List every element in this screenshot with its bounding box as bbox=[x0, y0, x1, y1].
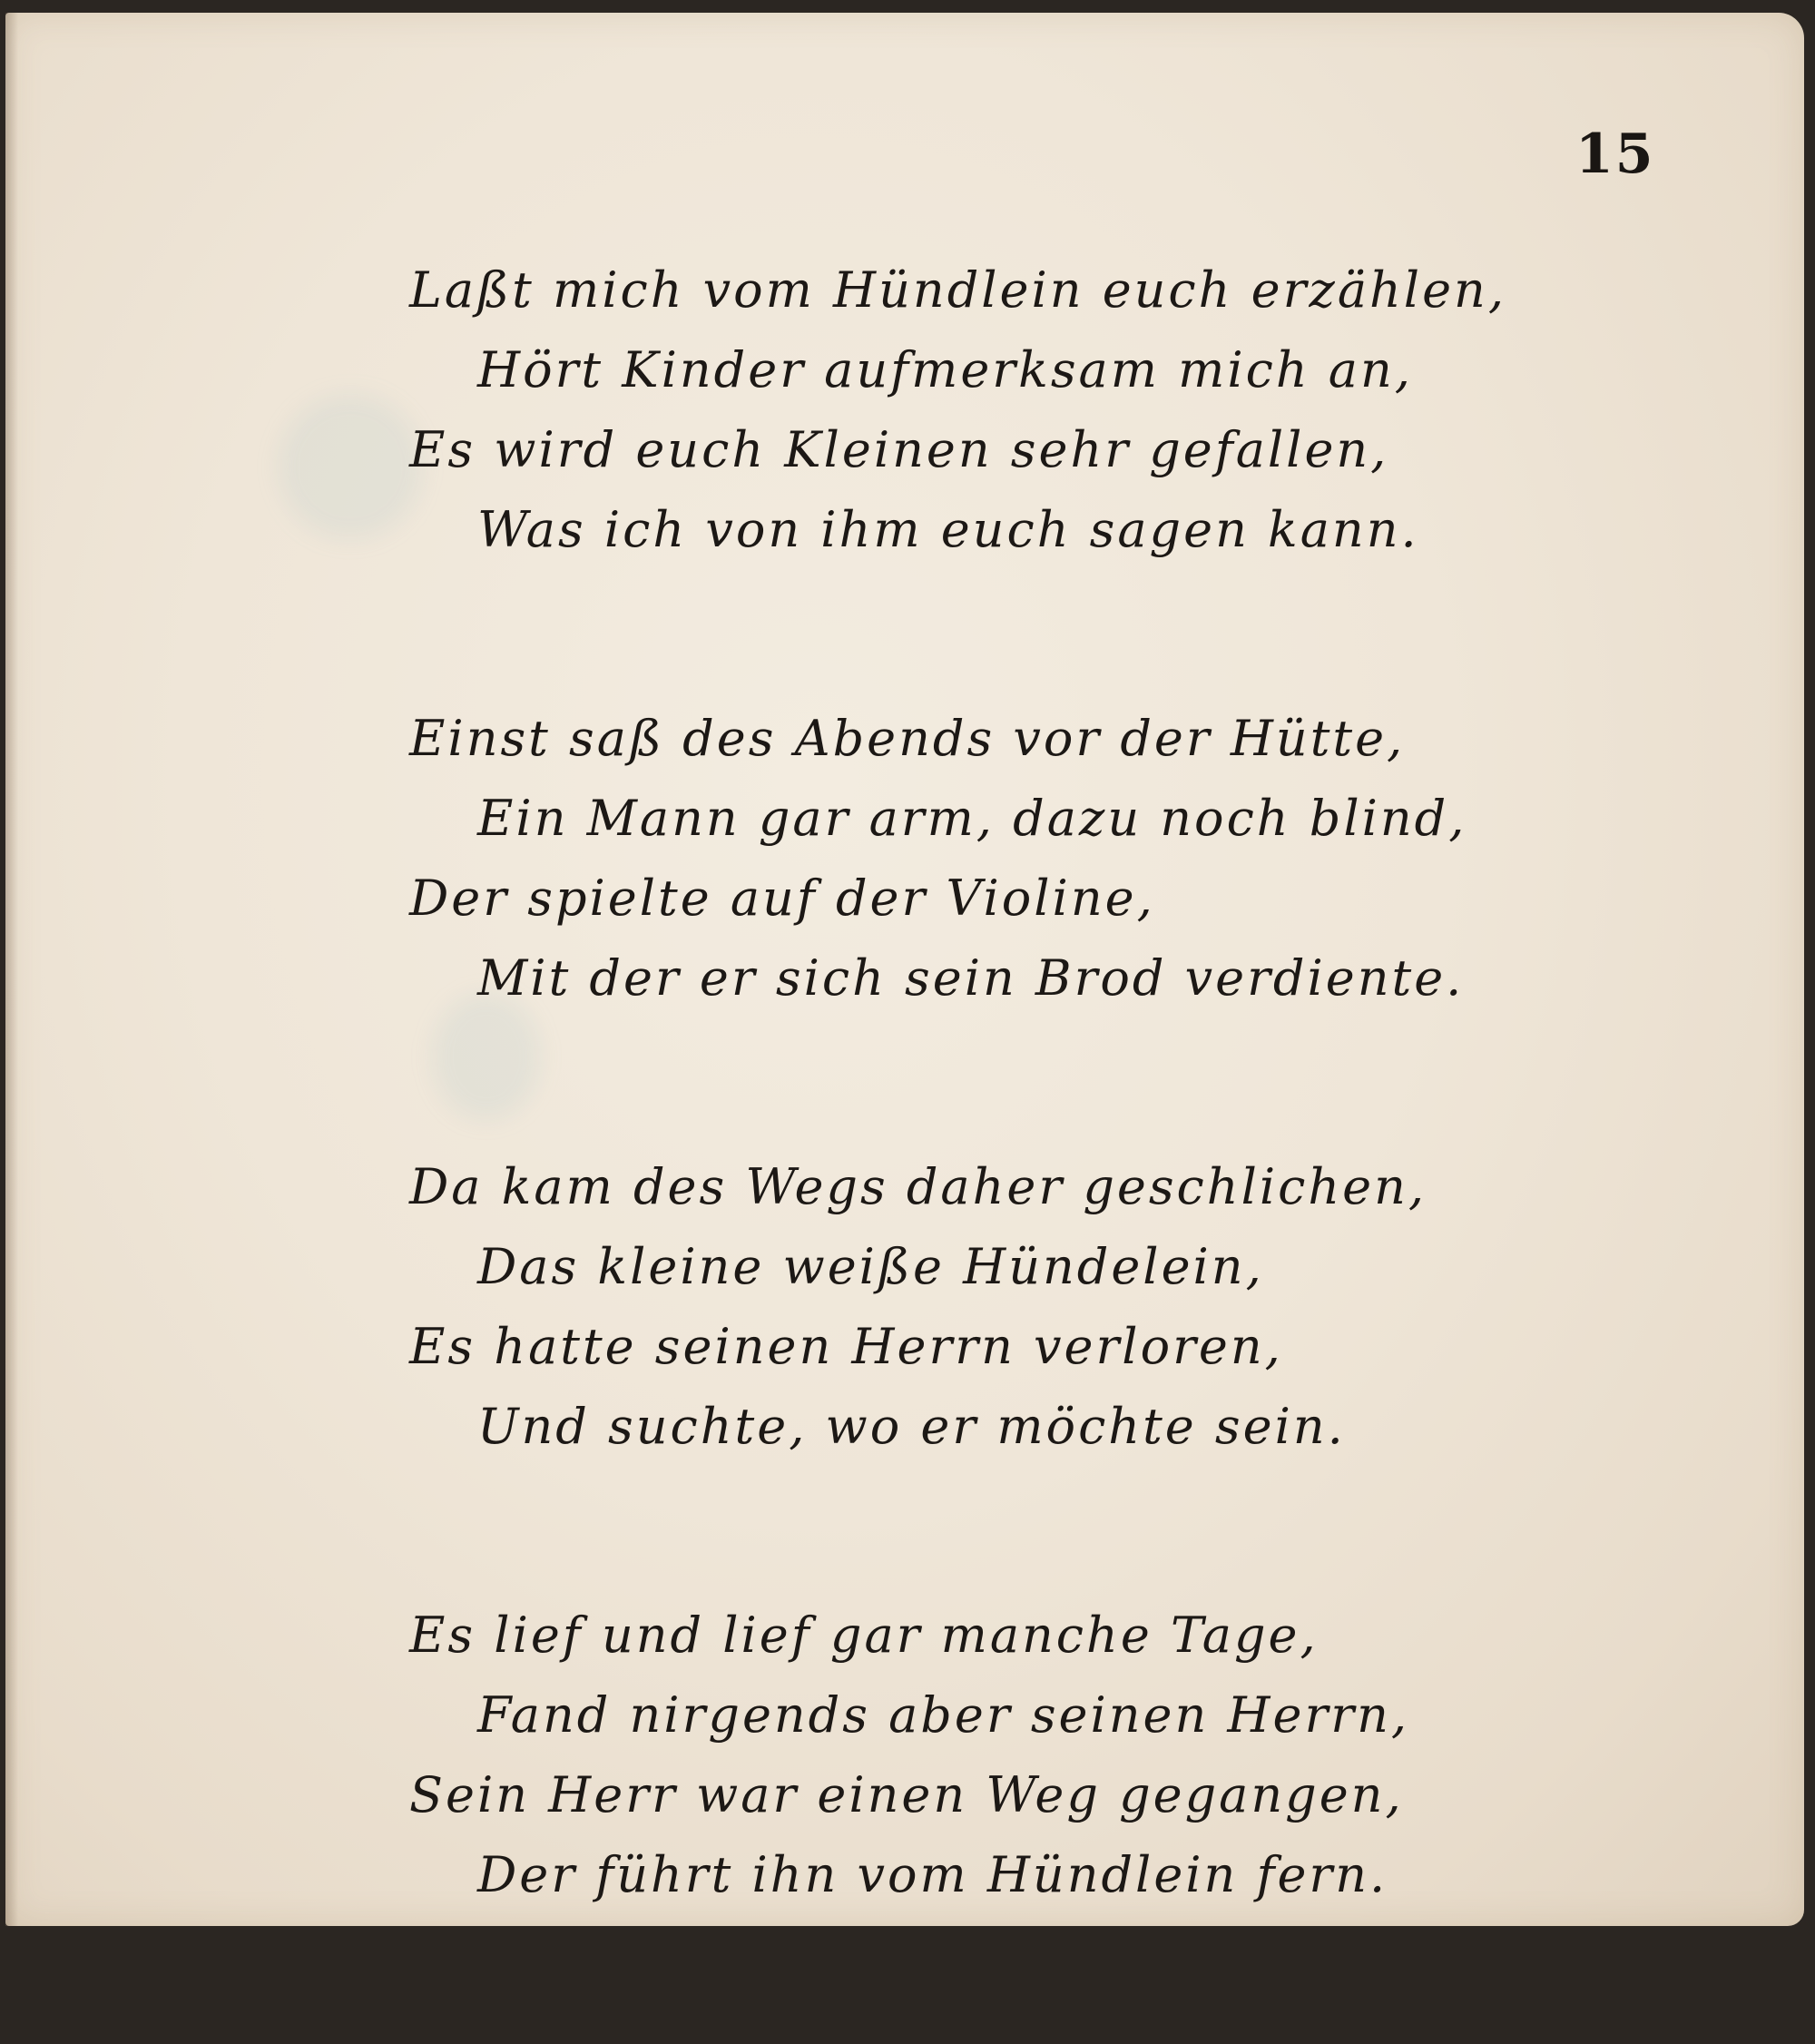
poem bbox=[409, 251, 1544, 2044]
paper-stain bbox=[278, 394, 423, 539]
poem-line: Hört Kinder aufmerksam mich an, bbox=[477, 341, 1413, 398]
poem-line: Der spielte auf der Violine, bbox=[409, 870, 1155, 927]
poem-line: Es wird euch Kleinen sehr gefallen, bbox=[409, 421, 1389, 478]
stanza-1 bbox=[409, 251, 1544, 570]
stanza-3 bbox=[409, 1147, 1544, 1467]
page-number: 15 bbox=[1575, 123, 1655, 186]
poem-line: Ein Mann gar arm, dazu noch blind, bbox=[477, 790, 1467, 847]
poem-line: Und suchte, wo er möchte sein. bbox=[477, 1398, 1346, 1455]
poem-line: Einst saß des Abends vor der Hütte, bbox=[409, 710, 1406, 767]
stanza-4 bbox=[409, 1596, 1544, 1915]
book-page bbox=[5, 13, 1804, 1926]
poem-line: Laßt mich vom Hündlein euch erzählen, bbox=[409, 261, 1506, 319]
poem-line: Es hatte seinen Herrn verloren, bbox=[409, 1318, 1283, 1375]
poem-line: Das kleine weiße Hündelein, bbox=[477, 1238, 1264, 1295]
poem-line: Mit der er sich sein Brod verdiente. bbox=[477, 949, 1465, 1007]
poem-line: Der führt ihn vom Hündlein fern. bbox=[477, 1846, 1388, 1903]
poem-line: Da kam des Wegs daher geschlichen, bbox=[409, 1158, 1427, 1215]
poem-line: Sein Herr war einen Weg gegangen, bbox=[409, 1766, 1404, 1823]
page-binding-edge bbox=[5, 13, 18, 1926]
poem-line: Fand nirgends aber seinen Herrn, bbox=[477, 1686, 1410, 1744]
poem-line: Was ich von ihm euch sagen kann. bbox=[477, 501, 1419, 558]
stanza-2 bbox=[409, 699, 1544, 1018]
poem-line: Es lief und lief gar manche Tage, bbox=[409, 1607, 1319, 1664]
